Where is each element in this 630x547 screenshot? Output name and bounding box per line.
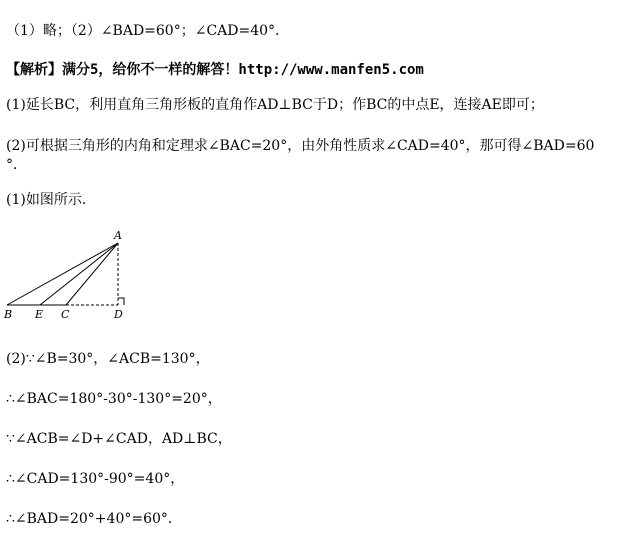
point-label-a: A [114, 229, 122, 242]
point-label-d: D [114, 308, 123, 320]
segment-ae [40, 243, 118, 305]
analysis-paragraph-2-line-2: °． [6, 157, 27, 173]
solution-line-3: ∵∠ACB=∠D+∠CAD，AD⊥BC， [6, 431, 232, 447]
answer-line: （1）略；（2）∠BAD=60°；∠CAD=40°． [6, 23, 290, 39]
segment-ab [7, 243, 118, 305]
point-label-b: B [4, 308, 13, 320]
geometry-figure [0, 225, 140, 320]
point-label-e: E [35, 308, 44, 320]
right-angle-marker [118, 298, 124, 305]
solution-line-4: ∴∠CAD=130°-90°=40°， [6, 471, 185, 487]
analysis-paragraph-1: (1)延长BC，利用直角三角形板的直角作AD⊥BC于D；作BC的中点E，连接AE即可； [6, 97, 544, 113]
segment-ac [66, 243, 118, 305]
analysis-paragraph-2-line-1: (2)可根据三角形的内角和定理求∠BAC=20°，由外角性质求∠CAD=40°，那可得∠BAD=60 [6, 138, 595, 154]
solution-line-2: ∴∠BAC=180°-30°-130°=20°， [6, 391, 222, 407]
analysis-heading: 【解析】满分5，给你不一样的解答！http://www.manfen5.com [6, 62, 424, 78]
solution-line-1: (2)∵∠B=30°，∠ACB=130°， [6, 351, 210, 367]
figure-caption: (1)如图所示． [6, 192, 96, 208]
point-label-c: C [61, 308, 70, 320]
solution-line-5: ∴∠BAD=20°+40°=60°． [6, 511, 182, 527]
